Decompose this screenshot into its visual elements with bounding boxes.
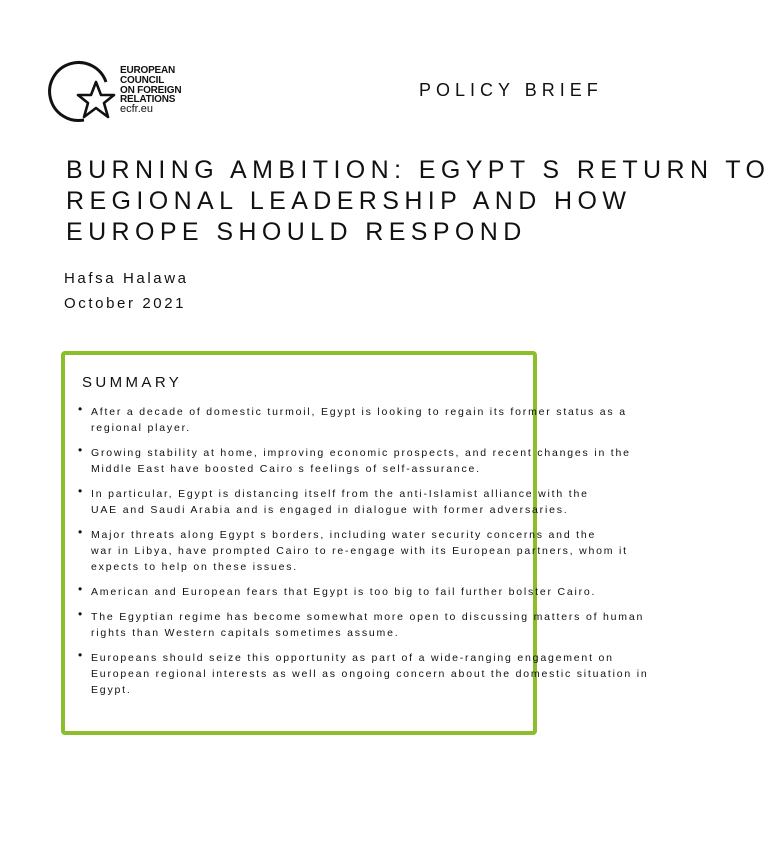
bullet-text-line: war in Libya, have prompted Cairo to re-engage with its European partners, whom it <box>91 545 628 557</box>
bullet-dot-icon: • <box>78 402 85 416</box>
bullet-text-line: Middle East have boosted Cairo s feelings of self-assurance. <box>91 463 481 475</box>
ecfr-logo <box>54 60 194 126</box>
star-circle-icon <box>54 60 118 128</box>
logo-site: ecfr.eu <box>120 103 154 116</box>
summary-bullet <box>78 525 628 575</box>
logo-line: COUNCIL <box>120 74 165 86</box>
summary-bullet <box>78 486 595 518</box>
bullet-dot-icon: • <box>78 607 85 621</box>
title-line: REGIONAL LEADERSHIP AND HOW <box>66 187 632 215</box>
bullet-text-line: rights than Western capitals sometimes assume. <box>91 627 400 639</box>
summary-bullet <box>78 607 645 641</box>
bullet-dot-icon: • <box>78 525 85 539</box>
summary-bullet <box>78 402 627 436</box>
bullet-text-line: UAE and Saudi Arabia and is engaged in dialogue with former adversaries. <box>91 504 569 516</box>
title-line: BURNING AMBITION: EGYPT S RETURN TO <box>66 156 770 184</box>
logo-line: EUROPEAN <box>120 65 176 76</box>
bullet-text-line: In particular, Egypt is distancing itself from the anti-Islamist alliance with the <box>91 488 589 500</box>
bullet-text-line: Growing stability at home, improving economic prospects, and recent changes in the <box>91 447 631 459</box>
bullet-text-line: After a decade of domestic turmoil, Egypt is looking to regain its former status as a <box>91 406 627 418</box>
bullet-text-line: expects to help on these issues. <box>91 561 299 573</box>
bullet-dot-icon: • <box>78 582 85 596</box>
bullet-text-line: European regional interests as well as ongoing concern about the domestic situation in <box>91 668 649 680</box>
document-type-label: POLICY BRIEF <box>419 80 603 100</box>
logo-line: ON FOREIGN <box>120 84 182 96</box>
publication-date: October 2021 <box>64 295 187 312</box>
bullet-dot-icon: • <box>78 648 85 662</box>
document-title <box>66 155 770 248</box>
bullet-text-line: Europeans should seize this opportunity as part of a wide-ranging engagement on <box>91 652 614 664</box>
author-name: Hafsa Halawa <box>64 270 189 287</box>
logo-line: RELATIONS <box>120 94 176 106</box>
bullet-text-line: American and European fears that Egypt is too big to fail further bolster Cairo. <box>91 586 597 598</box>
bullet-text-line: The Egyptian regime has become somewhat more open to discussing matters of human <box>91 611 645 623</box>
summary-bullet-list <box>78 402 649 707</box>
bullet-text-line: Egypt. <box>91 684 132 696</box>
bullet-text-line: Major threats along Egypt s borders, including water security concerns and the <box>91 529 597 541</box>
title-line: EUROPE SHOULD RESPOND <box>66 218 527 246</box>
summary-bullet <box>78 648 649 698</box>
summary-heading: SUMMARY <box>82 374 183 391</box>
bullet-text-line: regional player. <box>91 422 192 434</box>
summary-bullet <box>78 443 631 477</box>
summary-bullet <box>78 584 595 600</box>
bullet-dot-icon: • <box>78 484 85 498</box>
logo-wordmark <box>120 66 181 115</box>
bullet-dot-icon: • <box>78 443 85 457</box>
